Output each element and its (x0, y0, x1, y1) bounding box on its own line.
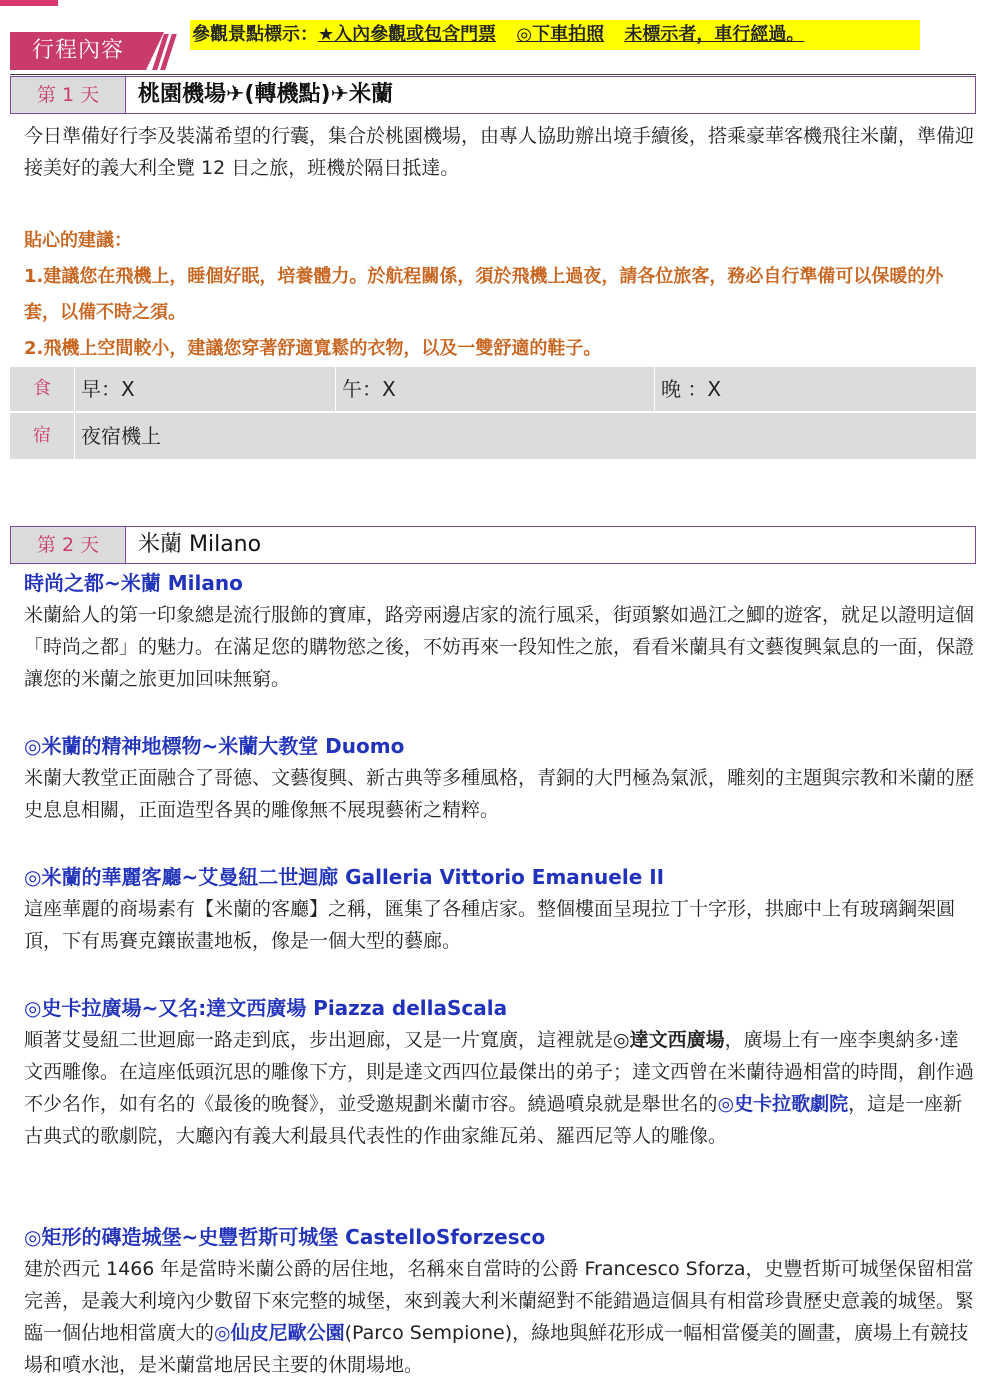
meal-table (10, 367, 976, 459)
stay-value: 夜宿機上 (81, 424, 161, 448)
legend-enter: ★入內參觀或包含門票 (318, 24, 497, 45)
sec4-heading: ◎史卡拉廣場~又名:達文西廣場 Piazza dellaScala (24, 996, 508, 1020)
sec1-body: 米蘭給人的第一印象總是流行服飾的寶庫，路旁兩邊店家的流行風采，街頭繁如過江之鯽的遊客，就足以證明這個「時尚之都」的魅力。在滿足您的購物慾之後，不妨再來一段知性之旅，看看米蘭具有文藝復興氣息的一面，保證讓您的米蘭之旅更加回味無窮。 (24, 604, 975, 690)
corner-decoration (0, 0, 58, 6)
sempione-park-link: ◎仙皮尼歐公園 (214, 1322, 345, 1344)
tips-heading: 貼心的建議： (24, 230, 132, 251)
sec1-heading: 時尚之都~米蘭 Milano (24, 571, 243, 595)
sec4-text-b: ，廣場上有一座李奧納多‧達文西雕像。在這座低頭沉思的雕像下方，則是達文西四位最傑出的弟子；達文西曾在米蘭待過相當的時間，創作過不少名作，如有名的《最後的晚餐》，並受邀規劃米蘭市容。繞過噴泉就是舉世名的 (24, 1029, 975, 1115)
divider (10, 74, 976, 75)
day2-header (10, 526, 976, 564)
tip-1: 1.建議您在飛機上，睡個好眠，培養體力。於航程關係，須於飛機上過夜，請各位旅客，務必自行準備可以保暖的外套，以備不時之須。 (24, 266, 944, 323)
sec2-body: 米蘭大教堂正面融合了哥德、文藝復興、新古典等多種風格，青銅的大門極為氣派，雕刻的主題與宗教和米蘭的歷史息息相關，正面造型各異的雕像無不展現藝術之精粹。 (24, 767, 975, 821)
sec5-heading: ◎矩形的磚造城堡~史豐哲斯可城堡 CastelloSforzesco (24, 1225, 546, 1249)
dinner: 晚 ：X (661, 377, 722, 401)
sec4-body (24, 1024, 974, 1152)
lunch: 午：X (336, 367, 655, 411)
meal-row (10, 367, 976, 411)
sec3-heading: ◎米蘭的華麗客廳~艾曼紐二世迴廊 Galleria Vittorio Emanuele II (24, 865, 665, 889)
breakfast: 早：X (75, 367, 336, 411)
day1-title: 桃園機場✈(轉機點)✈米蘭 (138, 82, 393, 107)
legend-pass: 未標示者，車行經過。 (624, 24, 805, 45)
tip-2: 2.飛機上空間較小，建議您穿著舒適寬鬆的衣物，以及一雙舒適的鞋子。 (24, 338, 602, 359)
section-tab: 行程內容 (10, 32, 146, 70)
sec4-text-a: 順著艾曼紐二世迴廊一路走到底，步出迴廊，又是一片寬廣，這裡就是 (24, 1029, 614, 1051)
sec5-text-b: (Parco Sempione)，綠地與鮮花形成一幅相當優美的圖畫，廣場上有競技場和噴水池，是米蘭當地居民主要的休閒場地。 (24, 1322, 969, 1376)
sec5-body (24, 1253, 974, 1381)
day1-label: 第 1 天 (11, 77, 126, 113)
sec4-text-c: ，這是一座新古典式的歌劇院，大廳內有義大利最具代表性的作曲家維瓦弟、羅西尼等人的雕像。 (24, 1093, 963, 1147)
meal-key: 食 (10, 367, 75, 411)
la-scala-link: ◎史卡拉歌劇院 (717, 1093, 849, 1115)
day2-title: 米蘭 Milano (138, 532, 262, 557)
day2-label: 第 2 天 (11, 527, 126, 563)
davinci-square-link: ◎達文西廣場 (613, 1029, 725, 1051)
legend-prefix: 參觀景點標示： (192, 24, 318, 45)
stay-row (10, 413, 976, 459)
sec2-heading: ◎米蘭的精神地標物~米蘭大教堂 Duomo (24, 734, 405, 758)
sec3-body: 這座華麗的商場素有【米蘭的客廳】之稱，匯集了各種店家。整個樓面呈現拉丁十字形，拱廊中上有玻璃鋼架圓頂，下有馬賽克鑲嵌畫地板，像是一個大型的藝廊。 (24, 898, 956, 952)
day1-header (10, 76, 976, 114)
legend-bar (190, 20, 920, 50)
stay-key: 宿 (10, 413, 75, 459)
sec5-text-a: 建於西元 1466 年是當時米蘭公爵的居住地，名稱來自當時的公爵 Francesco Sforza，史豐哲斯可城堡保留相當完善，是義大利境內少數留下來完整的城堡，來到義大利米蘭絕對不能錯過這個具有相當珍貴歷史意義的城堡。緊臨一個佔地相當廣大的 (24, 1258, 975, 1344)
legend-photo: ◎下車拍照 (516, 24, 605, 45)
day1-intro: 今日準備好行李及裝滿希望的行囊，集合於桃園機場，由專人協助辦出境手續後，搭乘豪華客機飛往米蘭，準備迎接美好的義大利全覽 12 日之旅，班機於隔日抵達。 (24, 125, 975, 179)
